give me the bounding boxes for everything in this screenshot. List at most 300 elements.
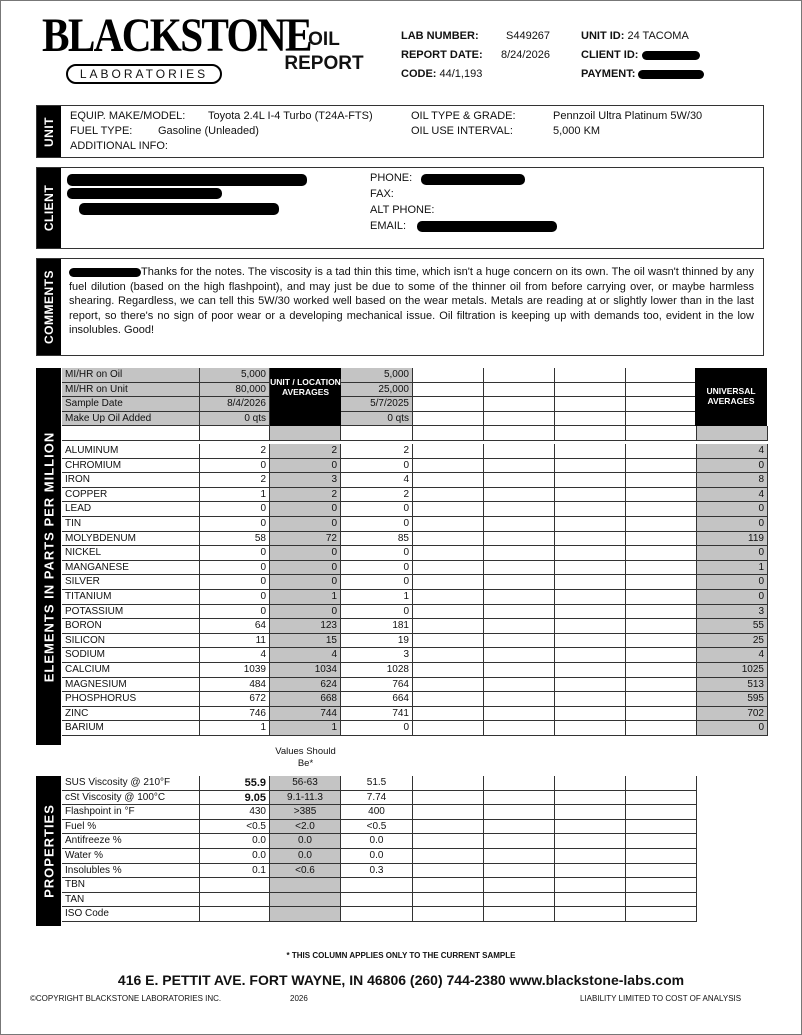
empty-cell — [484, 805, 555, 820]
element-row — [62, 473, 768, 488]
empty-cell — [484, 383, 555, 398]
logo-main-text: BLACKSTONE — [42, 9, 311, 62]
empty-cell — [626, 459, 697, 474]
element-universal: 3 — [697, 605, 768, 620]
empty-cell — [626, 907, 697, 922]
elements-table — [62, 444, 768, 744]
element-row — [62, 459, 768, 474]
empty-cell — [555, 663, 626, 678]
empty-cell — [413, 412, 484, 427]
sample-label: MI/HR on Oil — [62, 368, 200, 383]
element-current: 0 — [200, 575, 270, 590]
element-name: TITANIUM — [62, 590, 200, 605]
empty-cell — [626, 412, 697, 427]
element-row — [62, 619, 768, 634]
fuel-label: FUEL TYPE: — [70, 125, 133, 137]
property-prior: 7.74 — [341, 791, 413, 806]
sample-label: Make Up Oil Added — [62, 412, 200, 427]
element-current: 1039 — [200, 663, 270, 678]
element-row — [62, 444, 768, 459]
property-row — [62, 820, 696, 835]
elements-section-label: ELEMENTS IN PARTS PER MILLION — [36, 368, 61, 745]
client-section — [36, 167, 764, 249]
property-prior: 0.0 — [341, 834, 413, 849]
element-name: MAGNESIUM — [62, 678, 200, 693]
empty-cell — [626, 383, 697, 398]
element-current: 1 — [200, 721, 270, 736]
empty-cell — [626, 473, 697, 488]
element-current: 746 — [200, 707, 270, 722]
empty-cell — [626, 893, 697, 908]
element-current: 0 — [200, 517, 270, 532]
report-title-line2: REPORT — [284, 53, 364, 74]
element-name: SILICON — [62, 634, 200, 649]
empty-cell — [555, 383, 626, 398]
element-universal: 8 — [697, 473, 768, 488]
empty-cell — [555, 605, 626, 620]
empty-cell — [413, 444, 484, 459]
empty-cell — [413, 368, 484, 383]
fuel-line — [70, 125, 259, 138]
property-current: 0.0 — [200, 834, 270, 849]
empty-cell — [626, 820, 697, 835]
element-average: 123 — [270, 619, 341, 634]
element-average: 1 — [270, 590, 341, 605]
property-current: 55.9 — [200, 776, 270, 791]
element-name: TIN — [62, 517, 200, 532]
element-prior: 1 — [341, 590, 413, 605]
empty-cell — [555, 575, 626, 590]
element-row — [62, 707, 768, 722]
sample-current: 0 qts — [200, 412, 270, 427]
property-row — [62, 834, 696, 849]
empty-cell — [413, 907, 484, 922]
equip-label: EQUIP. MAKE/MODEL: — [70, 110, 186, 122]
empty-cell — [413, 459, 484, 474]
property-current: 0.1 — [200, 864, 270, 879]
element-name: NICKEL — [62, 546, 200, 561]
comments-name-redaction — [69, 268, 141, 277]
element-row — [62, 575, 768, 590]
report-title-line1: OIL — [308, 29, 340, 50]
empty-cell — [413, 634, 484, 649]
empty-cell — [626, 707, 697, 722]
element-row — [62, 678, 768, 693]
payment-redaction — [638, 70, 704, 79]
comments-section — [36, 258, 764, 356]
element-average: 0 — [270, 517, 341, 532]
empty-cell — [626, 502, 697, 517]
interval-label: OIL USE INTERVAL: — [411, 125, 513, 137]
element-current: 2 — [200, 473, 270, 488]
element-name: LEAD — [62, 502, 200, 517]
empty-cell — [484, 820, 555, 835]
sample-spacer — [341, 426, 413, 441]
element-row — [62, 517, 768, 532]
element-universal: 0 — [697, 459, 768, 474]
sample-row — [62, 368, 768, 383]
element-current: 64 — [200, 619, 270, 634]
element-name: SILVER — [62, 575, 200, 590]
empty-cell — [413, 678, 484, 693]
header-unit-info — [581, 27, 781, 84]
property-prior: 0.0 — [341, 849, 413, 864]
empty-cell — [626, 605, 697, 620]
property-current — [200, 893, 270, 908]
empty-cell — [626, 849, 697, 864]
empty-cell — [555, 546, 626, 561]
empty-cell — [484, 663, 555, 678]
sample-spacer — [200, 426, 270, 441]
element-row — [62, 634, 768, 649]
property-should-be: 0.0 — [270, 834, 341, 849]
sample-prior: 0 qts — [341, 412, 413, 427]
element-row — [62, 561, 768, 576]
element-prior: 2 — [341, 488, 413, 503]
header-lab-info — [401, 27, 571, 84]
empty-cell — [413, 648, 484, 663]
element-name: ALUMINUM — [62, 444, 200, 459]
empty-cell — [484, 412, 555, 427]
empty-cell — [626, 368, 697, 383]
element-name: COPPER — [62, 488, 200, 503]
property-current: 430 — [200, 805, 270, 820]
element-universal: 1 — [697, 561, 768, 576]
empty-cell — [413, 383, 484, 398]
element-name: POTASSIUM — [62, 605, 200, 620]
properties-section-label: PROPERTIES — [36, 776, 61, 926]
element-universal: 0 — [697, 575, 768, 590]
element-prior: 0 — [341, 721, 413, 736]
empty-cell — [555, 368, 626, 383]
element-name: CHROMIUM — [62, 459, 200, 474]
empty-cell — [626, 791, 697, 806]
empty-cell — [484, 678, 555, 693]
empty-cell — [413, 426, 484, 441]
empty-cell — [413, 619, 484, 634]
property-row — [62, 893, 696, 908]
element-prior: 0 — [341, 546, 413, 561]
empty-cell — [484, 864, 555, 879]
property-name: SUS Viscosity @ 210°F — [62, 776, 200, 791]
empty-cell — [555, 678, 626, 693]
equip-value: Toyota 2.4L I-4 Turbo (T24A-FTS) — [208, 110, 373, 122]
empty-cell — [484, 473, 555, 488]
empty-cell — [626, 517, 697, 532]
property-name: ISO Code — [62, 907, 200, 922]
properties-table — [62, 776, 696, 926]
element-name: PHOSPHORUS — [62, 692, 200, 707]
element-prior: 181 — [341, 619, 413, 634]
property-row — [62, 805, 696, 820]
liability-note: LIABILITY LIMITED TO COST OF ANALYSIS — [580, 994, 742, 1003]
empty-cell — [555, 397, 626, 412]
empty-cell — [626, 805, 697, 820]
empty-cell — [555, 426, 626, 441]
element-row — [62, 663, 768, 678]
empty-cell — [413, 893, 484, 908]
empty-cell — [413, 575, 484, 590]
empty-cell — [413, 590, 484, 605]
element-row — [62, 488, 768, 503]
empty-cell — [413, 849, 484, 864]
empty-cell — [555, 502, 626, 517]
element-average: 72 — [270, 532, 341, 547]
element-universal: 55 — [697, 619, 768, 634]
empty-cell — [413, 532, 484, 547]
column-note: * THIS COLUMN APPLIES ONLY TO THE CURRENT SAMPLE — [286, 951, 516, 960]
empty-cell — [484, 532, 555, 547]
property-should-be: 0.0 — [270, 849, 341, 864]
blackstone-logo — [42, 9, 311, 90]
property-current: <0.5 — [200, 820, 270, 835]
element-current: 0 — [200, 546, 270, 561]
element-current: 0 — [200, 502, 270, 517]
copyright-year: 2026 — [290, 994, 308, 1003]
logo-sub-text: LABORATORIES — [66, 64, 222, 84]
element-current: 11 — [200, 634, 270, 649]
element-name: BORON — [62, 619, 200, 634]
element-universal: 4 — [697, 488, 768, 503]
empty-cell — [484, 561, 555, 576]
empty-cell — [555, 907, 626, 922]
email-redaction — [417, 221, 557, 232]
property-should-be: <2.0 — [270, 820, 341, 835]
element-average: 744 — [270, 707, 341, 722]
client-name-redaction — [67, 174, 307, 186]
element-universal: 0 — [697, 721, 768, 736]
lab-address: 416 E. PETTIT AVE. FORT WAYNE, IN 46806 (260) 744-2380 www.blackstone-labs.com — [117, 972, 685, 988]
element-universal: 4 — [697, 444, 768, 459]
element-prior: 0 — [341, 575, 413, 590]
sample-current: 5,000 — [200, 368, 270, 383]
property-row — [62, 791, 696, 806]
element-universal: 4 — [697, 648, 768, 663]
empty-cell — [484, 517, 555, 532]
empty-cell — [484, 619, 555, 634]
element-current: 2 — [200, 444, 270, 459]
sample-label: Sample Date — [62, 397, 200, 412]
empty-cell — [555, 473, 626, 488]
sample-row — [62, 412, 768, 427]
element-universal: 0 — [697, 502, 768, 517]
property-prior: 51.5 — [341, 776, 413, 791]
element-row — [62, 532, 768, 547]
element-prior: 85 — [341, 532, 413, 547]
empty-cell — [484, 907, 555, 922]
empty-cell — [697, 426, 768, 441]
element-prior: 1028 — [341, 663, 413, 678]
additional-info-label: ADDITIONAL INFO: — [70, 140, 168, 152]
element-row — [62, 546, 768, 561]
empty-cell — [484, 648, 555, 663]
element-name: IRON — [62, 473, 200, 488]
property-current: 0.0 — [200, 849, 270, 864]
fuel-value: Gasoline (Unleaded) — [158, 125, 259, 137]
element-prior: 0 — [341, 561, 413, 576]
property-row — [62, 907, 696, 922]
empty-cell — [484, 397, 555, 412]
element-current: 672 — [200, 692, 270, 707]
empty-cell — [555, 459, 626, 474]
empty-cell — [555, 791, 626, 806]
empty-cell — [626, 834, 697, 849]
empty-cell — [555, 561, 626, 576]
element-prior: 19 — [341, 634, 413, 649]
property-prior — [341, 907, 413, 922]
sample-spacer — [270, 426, 341, 441]
empty-cell — [484, 634, 555, 649]
element-prior: 741 — [341, 707, 413, 722]
empty-cell — [555, 834, 626, 849]
empty-cell — [484, 488, 555, 503]
empty-cell — [484, 692, 555, 707]
element-prior: 3 — [341, 648, 413, 663]
interval-value: 5,000 KM — [553, 125, 601, 137]
empty-cell — [555, 805, 626, 820]
empty-cell — [484, 459, 555, 474]
element-current: 1 — [200, 488, 270, 503]
property-current — [200, 878, 270, 893]
empty-cell — [413, 488, 484, 503]
empty-cell — [555, 648, 626, 663]
element-average: 15 — [270, 634, 341, 649]
client-id-label: CLIENT ID: — [581, 49, 639, 61]
empty-cell — [626, 619, 697, 634]
element-prior: 0 — [341, 459, 413, 474]
empty-cell — [413, 864, 484, 879]
empty-cell — [555, 820, 626, 835]
element-current: 0 — [200, 605, 270, 620]
element-average: 1 — [270, 721, 341, 736]
email-label: EMAIL: — [370, 220, 407, 232]
property-prior — [341, 878, 413, 893]
empty-cell — [484, 590, 555, 605]
empty-cell — [626, 426, 697, 441]
empty-cell — [555, 488, 626, 503]
property-name: TBN — [62, 878, 200, 893]
property-should-be — [270, 907, 341, 922]
empty-cell — [626, 532, 697, 547]
element-row — [62, 502, 768, 517]
sample-label: MI/HR on Unit — [62, 383, 200, 398]
element-prior: 0 — [341, 517, 413, 532]
sample-current: 8/4/2026 — [200, 397, 270, 412]
sample-row — [62, 426, 768, 441]
empty-cell — [413, 878, 484, 893]
property-name: Antifreeze % — [62, 834, 200, 849]
comments-text: Thanks for the notes. The viscosity is a tad thin this time, which isn't a huge concern on its own. The oil wasn't thinned by any fuel dilution (based on the high flashpoint), and may just be due to some of the thinner oil from before carrying over, or maybe harmless shearing. Regardless, we can tell this 5W/30 worked well based on the wear metals. Metals are reading at or slightly lower than in the last report, so there's no sign of poor wear or a developing mechanical issue. Oil filtration is keeping up with demands too, evident in the low insolubles. Good! — [69, 266, 754, 337]
property-name: Flashpoint in °F — [62, 805, 200, 820]
element-average: 0 — [270, 575, 341, 590]
property-should-be: >385 — [270, 805, 341, 820]
empty-cell — [413, 707, 484, 722]
empty-cell — [626, 721, 697, 736]
report-title — [282, 28, 366, 76]
empty-cell — [555, 849, 626, 864]
empty-cell — [555, 634, 626, 649]
empty-cell — [484, 893, 555, 908]
element-current: 58 — [200, 532, 270, 547]
element-name: SODIUM — [62, 648, 200, 663]
empty-cell — [555, 444, 626, 459]
element-row — [62, 605, 768, 620]
empty-cell — [555, 692, 626, 707]
property-prior: 0.3 — [341, 864, 413, 879]
empty-cell — [413, 721, 484, 736]
element-name: MANGANESE — [62, 561, 200, 576]
element-name: BARIUM — [62, 721, 200, 736]
empty-cell — [555, 776, 626, 791]
empty-cell — [626, 678, 697, 693]
empty-cell — [484, 849, 555, 864]
property-row — [62, 864, 696, 879]
sample-prior: 25,000 — [341, 383, 413, 398]
element-average: 4 — [270, 648, 341, 663]
element-universal: 595 — [697, 692, 768, 707]
empty-cell — [484, 605, 555, 620]
property-prior: 400 — [341, 805, 413, 820]
universal-averages-heading: UNIVERSAL AVERAGES — [695, 368, 767, 426]
empty-cell — [626, 575, 697, 590]
code-label: CODE: — [401, 68, 437, 80]
comments-section-label: COMMENTS — [37, 259, 61, 355]
element-universal: 25 — [697, 634, 768, 649]
phone-label: PHONE: — [370, 172, 413, 184]
element-current: 0 — [200, 590, 270, 605]
element-universal: 0 — [697, 590, 768, 605]
element-prior: 0 — [341, 605, 413, 620]
sample-row — [62, 397, 768, 412]
sample-prior: 5,000 — [341, 368, 413, 383]
element-prior: 664 — [341, 692, 413, 707]
property-prior — [341, 893, 413, 908]
client-city-redaction — [79, 203, 279, 215]
empty-cell — [555, 707, 626, 722]
element-average: 624 — [270, 678, 341, 693]
unit-averages-heading: UNIT / LOCATION AVERAGES — [270, 368, 341, 426]
empty-cell — [555, 619, 626, 634]
property-should-be: 9.1-11.3 — [270, 791, 341, 806]
element-current: 484 — [200, 678, 270, 693]
empty-cell — [413, 561, 484, 576]
property-name: TAN — [62, 893, 200, 908]
property-row — [62, 776, 696, 791]
element-current: 0 — [200, 459, 270, 474]
element-universal: 1025 — [697, 663, 768, 678]
empty-cell — [413, 692, 484, 707]
property-name: Water % — [62, 849, 200, 864]
empty-cell — [413, 502, 484, 517]
element-prior: 4 — [341, 473, 413, 488]
element-average: 0 — [270, 502, 341, 517]
empty-cell — [626, 546, 697, 561]
property-row — [62, 849, 696, 864]
element-current: 4 — [200, 648, 270, 663]
empty-cell — [484, 575, 555, 590]
empty-cell — [555, 517, 626, 532]
empty-cell — [484, 707, 555, 722]
sample-spacer — [62, 426, 200, 441]
empty-cell — [626, 878, 697, 893]
fax-label: FAX: — [370, 188, 394, 200]
property-name: cSt Viscosity @ 100°C — [62, 791, 200, 806]
empty-cell — [626, 397, 697, 412]
empty-cell — [413, 473, 484, 488]
element-row — [62, 648, 768, 663]
element-row — [62, 590, 768, 605]
empty-cell — [484, 368, 555, 383]
